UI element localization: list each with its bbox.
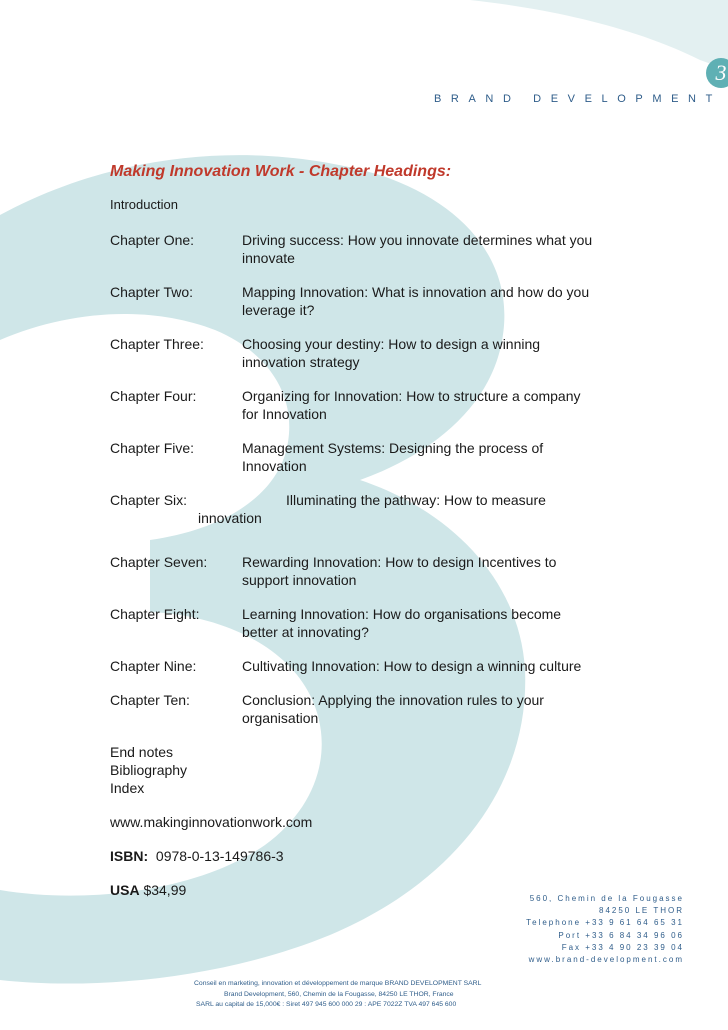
- chapter-title: [242, 231, 620, 267]
- chapter-title: [242, 657, 620, 675]
- isbn-line: [110, 847, 620, 865]
- chapter-title-line: innovation strategy: [242, 354, 360, 370]
- back-matter-item: Index: [110, 780, 145, 796]
- chapter-title: [242, 691, 620, 727]
- chapter-title-line: Innovation: [242, 458, 307, 474]
- company-address: [526, 893, 684, 966]
- footer-line: Conseil en marketing, innovation et développement de marque BRAND DEVELOPMENT SARL: [194, 980, 482, 987]
- chapter-title-line: Rewarding Innovation: How to design Incentives to: [242, 554, 557, 570]
- chapter-label: Chapter Five:: [110, 440, 195, 456]
- chapter-title-line: innovation: [198, 510, 262, 526]
- legal-footer: [192, 979, 481, 1011]
- chapter-title-line: Illuminating the pathway: How to measure: [286, 492, 546, 508]
- chapter-title-line: Mapping Innovation: What is innovation and how do you: [242, 284, 590, 300]
- back-matter-list: [110, 743, 620, 797]
- address-line: Fax +33 4 90 23 39 04: [561, 942, 684, 952]
- website-link[interactable]: www.makinginnovationwork.com: [110, 814, 313, 830]
- footer-line: SARL au capital de 15,000€ : Siret 497 945 600 000 29 : APE 7022Z TVA 497 645 600: [196, 1001, 457, 1009]
- chapter-title-line: Organizing for Innovation: How to structure a company: [242, 388, 581, 404]
- address-line: Telephone +33 9 61 64 65 31: [526, 918, 684, 928]
- chapter-entry: [110, 439, 620, 475]
- chapter-title: [242, 387, 620, 423]
- chapter-entry: [110, 657, 620, 675]
- back-matter-item: Bibliography: [110, 762, 188, 778]
- chapter-entry: [110, 691, 620, 727]
- background-circle: [12, 772, 92, 852]
- chapter-title: [242, 283, 620, 319]
- chapter-label: Chapter One:: [110, 232, 195, 248]
- footer-line: Brand Development, 560, Chemin de la Fougasse, 84250 LE THOR, France: [224, 990, 454, 998]
- chapter-title: [242, 439, 620, 475]
- address-line: 560, Chemin de la Fougasse: [529, 894, 684, 903]
- chapter-label: Chapter Nine:: [110, 658, 197, 674]
- chapter-label: Chapter Eight:: [110, 606, 200, 622]
- chapter-title-line: Choosing your destiny: How to design a winning: [242, 336, 541, 352]
- chapter-label: Chapter Four:: [110, 388, 197, 404]
- introduction-entry: Introduction: [110, 197, 178, 212]
- chapter-entry: [110, 553, 620, 589]
- chapter-title-line: Driving success: How you innovate determines what you: [242, 232, 593, 248]
- chapter-title-line: innovate: [242, 250, 295, 266]
- chapter-title-line: Learning Innovation: How do organisations become: [242, 606, 562, 622]
- chapter-title-line: Conclusion: Applying the innovation rules to your: [242, 692, 544, 708]
- price-label: USA: [110, 882, 140, 898]
- chapter-title: [242, 553, 620, 589]
- brand-logo-badge: 3: [706, 58, 728, 88]
- chapter-entry: [110, 605, 620, 641]
- chapter-title-line: Management Systems: Designing the process of: [242, 440, 544, 456]
- chapter-title: [242, 335, 620, 371]
- chapter-title-line: support innovation: [242, 572, 357, 588]
- chapter-entry: [110, 231, 620, 267]
- price-value: $34,99: [143, 882, 187, 898]
- chapter-label: Chapter Ten:: [110, 692, 190, 708]
- chapter-label: Chapter Two:: [110, 284, 194, 300]
- chapter-list-content: [110, 163, 620, 899]
- chapter-title-line: organisation: [242, 710, 319, 726]
- chapter-title: [242, 605, 620, 641]
- chapter-entry: [110, 283, 620, 319]
- chapter-entry: [110, 335, 620, 371]
- brand-name: BRAND DEVELOPMENT: [434, 93, 722, 105]
- chapter-label: Chapter Six:: [110, 492, 188, 508]
- page-title: Making Innovation Work - Chapter Headings:: [110, 163, 452, 180]
- background-arc: [470, 0, 728, 70]
- back-matter-item: End notes: [110, 744, 174, 760]
- isbn-value: 0978-0-13-149786-3: [155, 848, 284, 864]
- chapter-title-line: leverage it?: [242, 302, 315, 318]
- chapter-title-line: for Innovation: [242, 406, 327, 422]
- company-website-link[interactable]: www.brand-development.com: [528, 955, 684, 965]
- chapter-title-line: better at innovating?: [242, 624, 369, 640]
- chapter-label: Chapter Three:: [110, 336, 204, 352]
- chapter-label: Chapter Seven:: [110, 554, 208, 570]
- address-line: 84250 LE THOR: [599, 906, 684, 916]
- isbn-label: ISBN:: [110, 848, 149, 864]
- chapter-entry: [110, 491, 620, 527]
- address-line: Port +33 6 84 34 96 06: [558, 930, 684, 940]
- chapter-title-line: Cultivating Innovation: How to design a winning culture: [242, 658, 582, 674]
- chapter-entry: [110, 387, 620, 423]
